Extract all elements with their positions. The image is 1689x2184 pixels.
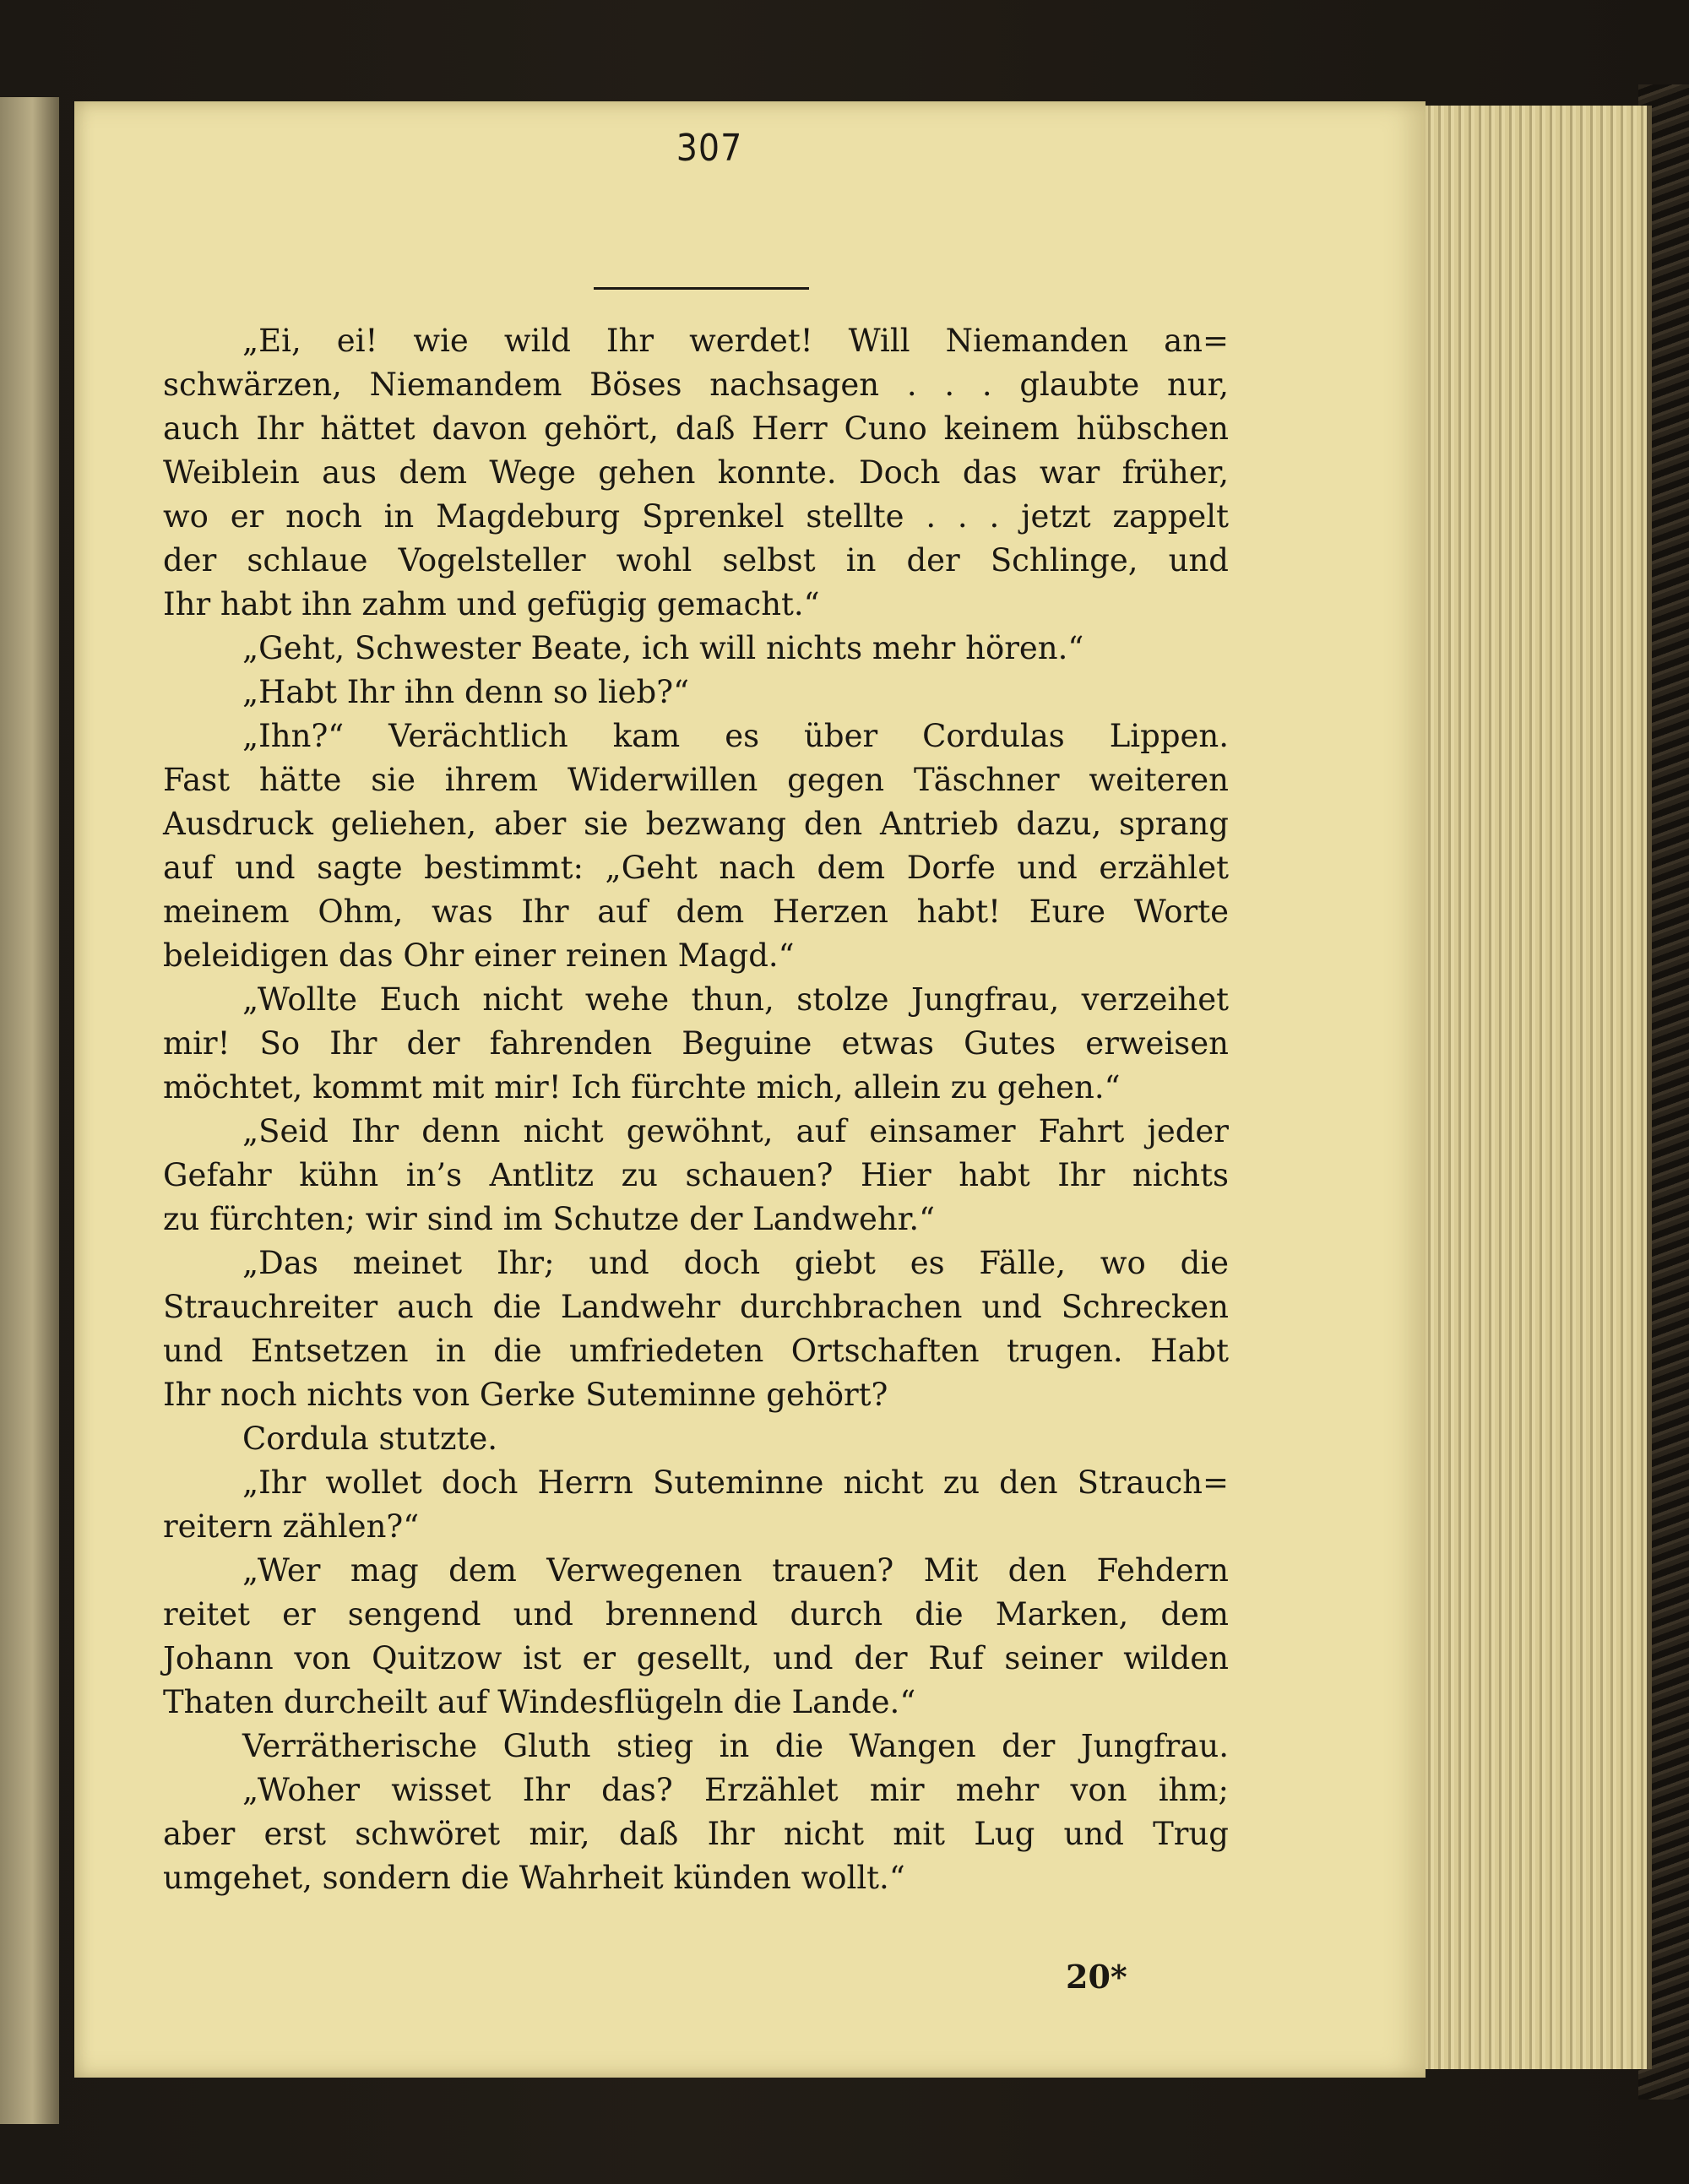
- text-line: wo er noch in Magdeburg Sprenkel stellte . . . jetzt zappelt: [163, 498, 1229, 535]
- text-line: aber erst schwöret mir, daß Ihr nicht mit Lug und Trug: [163, 1816, 1229, 1852]
- text-line: „Woher wisset Ihr das? Erzählet mir mehr von ihm;: [242, 1772, 1229, 1808]
- text-line: auch Ihr hättet davon gehört, daß Herr Cuno keinem hübschen: [163, 410, 1229, 447]
- text-line: Cordula stutzte.: [242, 1421, 498, 1457]
- page-stack-edges: [1393, 106, 1652, 2069]
- text-line: „Wollte Euch nicht wehe thun, stolze Jungfrau, verzeihet: [242, 981, 1229, 1018]
- text-line: „Ihn?“ Verächtlich kam es über Cordulas Lippen.: [242, 718, 1229, 754]
- text-line: Fast hätte sie ihrem Widerwillen gegen Täschner weiteren: [163, 762, 1229, 798]
- text-line: „Habt Ihr ihn denn so lieb?“: [242, 674, 689, 710]
- text-line: „Ihr wollet doch Herrn Suteminne nicht zu den Strauch=: [242, 1464, 1229, 1501]
- text-line: zu fürchten; wir sind im Schutze der Landwehr.“: [163, 1201, 936, 1237]
- text-line: möchtet, kommt mit mir! Ich fürchte mich, allein zu gehen.“: [163, 1069, 1121, 1106]
- text-line: „Ei, ei! wie wild Ihr werdet! Will Niemanden an=: [242, 323, 1229, 359]
- text-line: „Geht, Schwester Beate, ich will nichts mehr hören.“: [242, 630, 1084, 666]
- text-line: Ihr noch nichts von Gerke Suteminne gehört?: [163, 1377, 888, 1413]
- text-line: Gefahr kühn in’s Antlitz zu schauen? Hier habt Ihr nichts: [163, 1157, 1229, 1193]
- text-line: schwärzen, Niemandem Böses nachsagen . . . glaubte nur,: [163, 367, 1229, 403]
- text-line: umgehet, sondern die Wahrheit künden wollt.“: [163, 1860, 905, 1896]
- previous-page-edge: [0, 97, 59, 2124]
- text-line: und Entsetzen in die umfriedeten Ortschaften trugen. Habt: [163, 1333, 1229, 1369]
- text-line: Ihr habt ihn zahm und gefügig gemacht.“: [163, 586, 820, 622]
- text-line: Thaten durcheilt auf Windesflügeln die Lande.“: [163, 1684, 916, 1720]
- text-line: auf und sagte bestimmt: „Geht nach dem Dorfe und erzählet: [163, 850, 1229, 886]
- body-text: [163, 319, 1229, 1900]
- page-number-rule: [594, 287, 809, 290]
- text-line: Weiblein aus dem Wege gehen konnte. Doch das war früher,: [163, 454, 1229, 491]
- text-line: meinem Ohm, was Ihr auf dem Herzen habt! Eure Worte: [163, 894, 1229, 930]
- text-line: der schlaue Vogelsteller wohl selbst in der Schlinge, und: [163, 542, 1229, 579]
- text-line: „Wer mag dem Verwegenen trauen? Mit den Fehdern: [242, 1552, 1229, 1589]
- text-line: mir! So Ihr der fahrenden Beguine etwas Gutes erweisen: [163, 1025, 1229, 1062]
- text-line: Ausdruck geliehen, aber sie bezwang den Antrieb dazu, sprang: [163, 806, 1229, 842]
- printer-signature-mark: 20*: [1066, 1958, 1127, 1996]
- text-line: „Das meinet Ihr; und doch giebt es Fälle, wo die: [242, 1245, 1229, 1281]
- text-line: reitern zählen?“: [163, 1508, 420, 1545]
- text-line: reitet er sengend und brennend durch die Marken, dem: [163, 1596, 1229, 1633]
- page-number: 307: [676, 127, 743, 170]
- text-line: „Seid Ihr denn nicht gewöhnt, auf einsamer Fahrt jeder: [242, 1113, 1229, 1149]
- text-line: Strauchreiter auch die Landwehr durchbrachen und Schrecken: [163, 1289, 1229, 1325]
- text-line: Johann von Quitzow ist er gesellt, und der Ruf seiner wilden: [163, 1640, 1229, 1676]
- text-line: Verrätherische Gluth stieg in die Wangen der Jungfrau.: [242, 1728, 1229, 1764]
- text-line: beleidigen das Ohr einer reinen Magd.“: [163, 937, 795, 974]
